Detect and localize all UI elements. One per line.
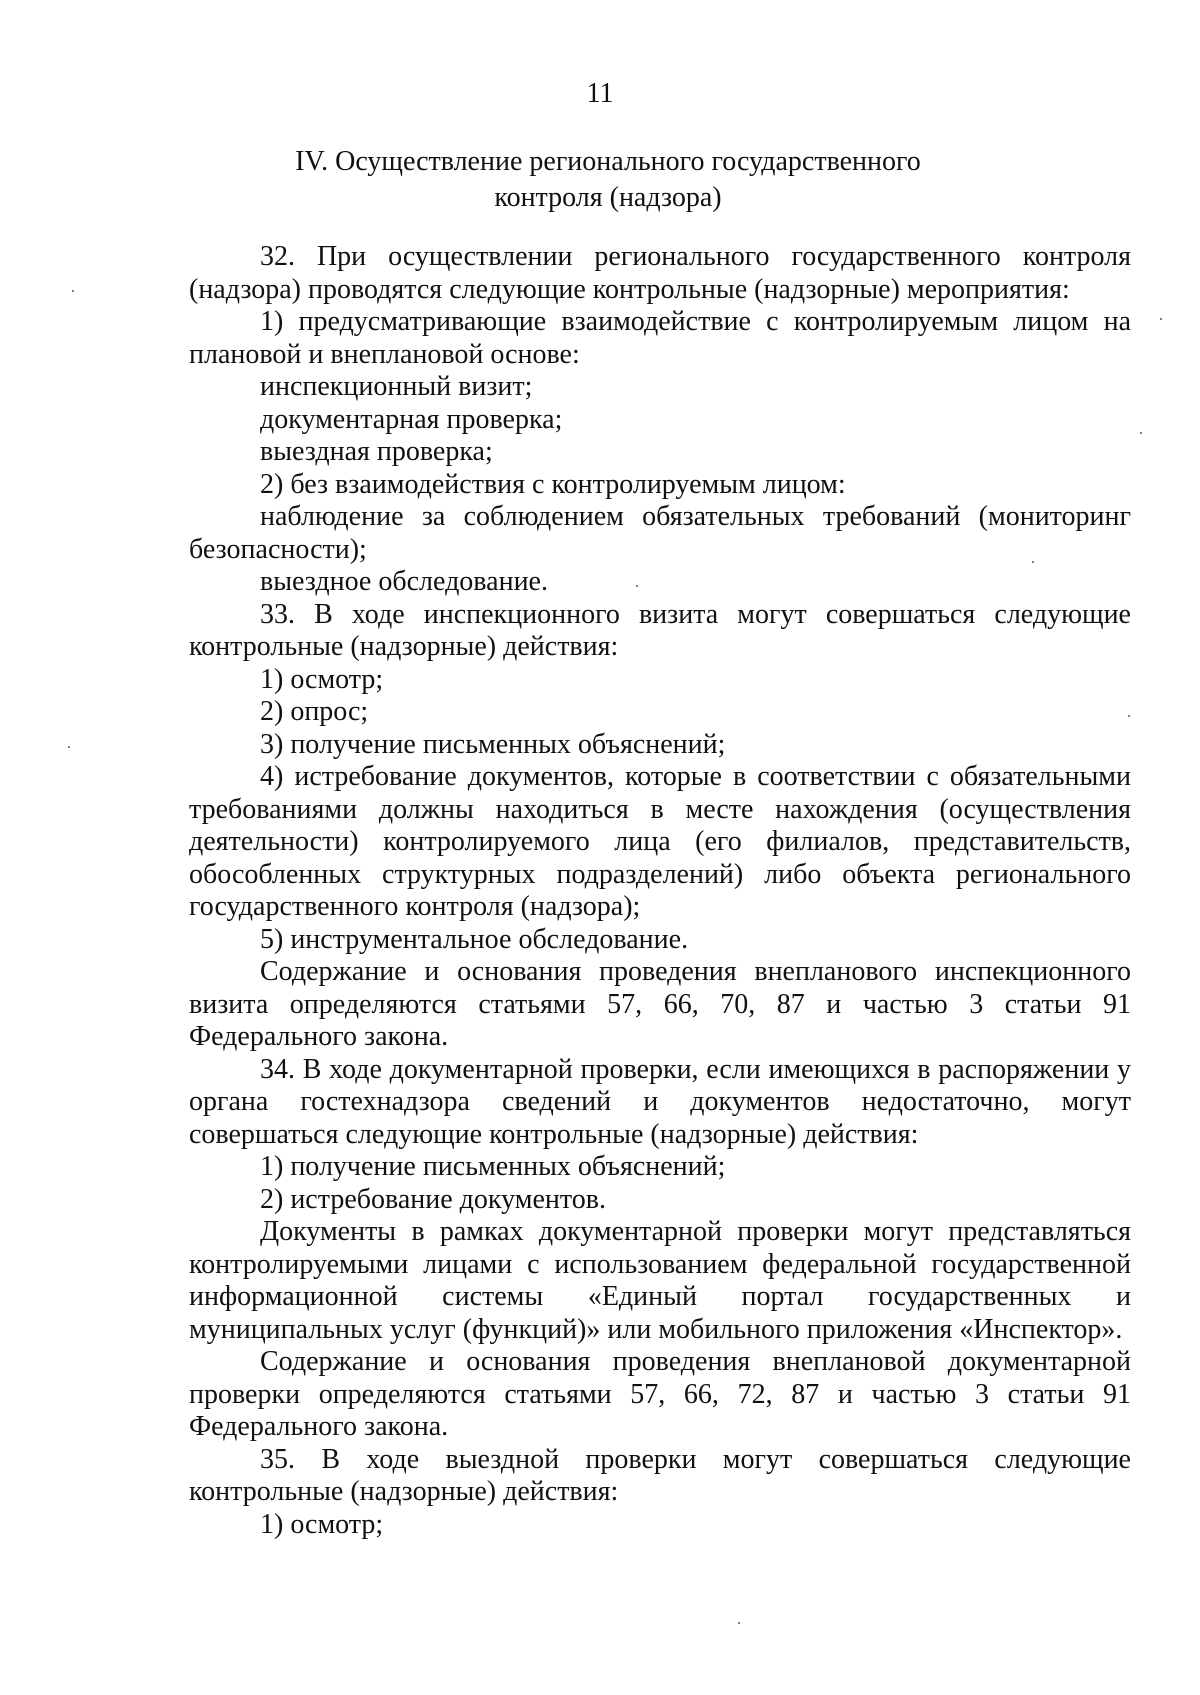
- scan-speck: [1032, 561, 1034, 563]
- paragraph: 5) инструментальное обследование.: [260, 923, 689, 955]
- scan-speck: [1160, 318, 1162, 320]
- paragraph: 3) получение письменных объяснений;: [260, 728, 726, 760]
- paragraph: 1) осмотр;: [260, 663, 384, 695]
- paragraph: Содержание и основания проведения внепланового инспекционного визита определяются статьями 57, 66, 70, 87 и частью 3 статьи 91 Федерального закона.: [189, 956, 1131, 1052]
- paragraph: документарная проверка;: [260, 403, 563, 435]
- paragraph: 2) без взаимодействия с контролируемым лицом:: [260, 468, 846, 500]
- paragraph: 2) опрос;: [260, 696, 369, 727]
- paragraph: Документы в рамках документарной проверки могут представляться контролируемыми лицами с использованием федеральной государственной информационной системы «Единый портал государственных и муниципальных услуг (функций)» или мобильного приложения «Инспектор».: [189, 1216, 1131, 1345]
- paragraph: Содержание и основания проведения внеплановой документарной проверки определяются статьями 57, 66, 72, 87 и частью 3 статьи 91 Федерального закона.: [189, 1346, 1131, 1442]
- paragraph: 33. В ходе инспекционного визита могут совершаться следующие контрольные (надзорные) действия:: [189, 598, 1131, 662]
- section-title: [170, 144, 1046, 216]
- paragraph: 1) получение письменных объяснений;: [260, 1151, 726, 1182]
- section-title-line-2: контроля (надзора): [494, 182, 722, 213]
- section-title-line-1: IV. Осуществление регионального государственного: [295, 146, 921, 177]
- paragraph: 2) истребование документов.: [260, 1183, 606, 1215]
- document-body: [189, 241, 1131, 1541]
- paragraph: 1) осмотр;: [260, 1508, 384, 1540]
- paragraph: 1) предусматривающие взаимодействие с контролируемым лицом на плановой и внеплановой основе:: [189, 306, 1131, 370]
- scan-speck: [738, 1622, 740, 1624]
- paragraph: 34. В ходе документарной проверки, если имеющихся в распоряжении у органа гостехнадзора сведений и документов недостаточно, могут совершаться следующие контрольные (надзорные) действия:: [189, 1053, 1131, 1150]
- paragraph: наблюдение за соблюдением обязательных требований (мониторинг безопасности);: [189, 501, 1131, 565]
- paragraph: выездная проверка;: [260, 436, 493, 467]
- scan-speck: [1140, 432, 1142, 434]
- paragraph: 32. При осуществлении регионального государственного контроля (надзора) проводятся следующие контрольные (надзорные) мероприятия:: [189, 241, 1131, 305]
- paragraph: выездное обследование.: [260, 566, 548, 597]
- scan-speck: [68, 746, 70, 748]
- paragraph: 4) истребование документов, которые в соответствии с обязательными требованиями должны находиться в месте нахождения (осуществления деятельности) контролируемого лица (его филиалов, представительств, обособленных структурных подразделений) либо объекта регионального государственного контроля (надзора);: [189, 761, 1131, 922]
- paragraph: инспекционный визит;: [260, 371, 533, 402]
- scan-speck: [1128, 715, 1130, 717]
- scan-speck: [72, 290, 74, 292]
- page-number: 11: [586, 78, 614, 109]
- scan-speck: [636, 585, 638, 587]
- paragraph: 35. В ходе выездной проверки могут совершаться следующие контрольные (надзорные) действия:: [189, 1443, 1131, 1507]
